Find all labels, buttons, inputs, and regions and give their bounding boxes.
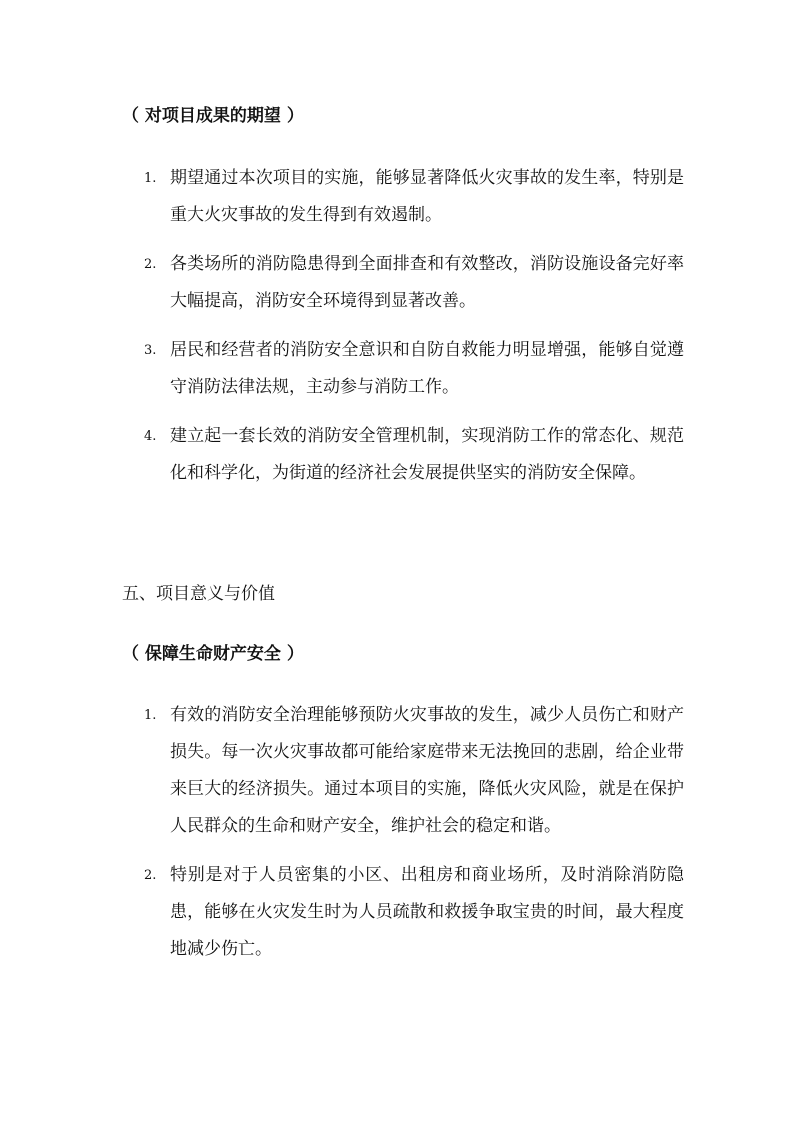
list-item-text: 有效的消防安全治理能够预防火灾事故的发生，减少人员伤亡和财产损失。每一次火灾事故都可能给家庭带来无法挽回的悲剧，给企业带来巨大的经济损失。通过本项目的实施，降低火灾风险，就是在保护人民群众的生命和财产安全，维护社会的稳定和谐。 [170, 705, 684, 836]
safety-list [144, 697, 684, 968]
list-item [144, 857, 684, 968]
list-item-text: 期望通过本次项目的实施，能够显著降低火灾事故的发生率，特别是重大火灾事故的发生得到有效遏制。 [170, 168, 684, 225]
list-item-number: 2. [144, 257, 157, 272]
expectations-list [144, 160, 684, 492]
list-item-number: 2. [144, 868, 157, 883]
list-item-number: 1. [144, 171, 157, 186]
section-heading-expectations: （ 对项目成果的期望 ） [122, 106, 304, 126]
list-item-text: 特别是对于人员密集的小区、出租房和商业场所，及时消除消防隐患，能够在火灾发生时为人员疏散和救援争取宝贵的时间，最大程度地减少伤亡。 [170, 865, 684, 959]
section-heading-safety: （ 保障生命财产安全 ） [122, 644, 304, 664]
chapter-heading: 五、项目意义与价值 [122, 584, 275, 604]
list-item-number: 4. [144, 429, 157, 444]
list-item-text: 建立起一套长效的消防安全管理机制，实现消防工作的常态化、规范化和科学化，为街道的经济社会发展提供坚实的消防安全保障。 [170, 426, 684, 483]
list-item-number: 1. [144, 708, 157, 723]
list-item [144, 160, 684, 234]
list-item [144, 332, 684, 406]
list-item-number: 3. [144, 343, 157, 358]
list-item-text: 各类场所的消防隐患得到全面排查和有效整改，消防设施设备完好率大幅提高，消防安全环境得到显著改善。 [170, 254, 684, 311]
list-item [144, 246, 684, 320]
list-item [144, 418, 684, 492]
list-item-text: 居民和经营者的消防安全意识和自防自救能力明显增强，能够自觉遵守消防法律法规，主动参与消防工作。 [170, 340, 684, 397]
list-item [144, 697, 684, 845]
